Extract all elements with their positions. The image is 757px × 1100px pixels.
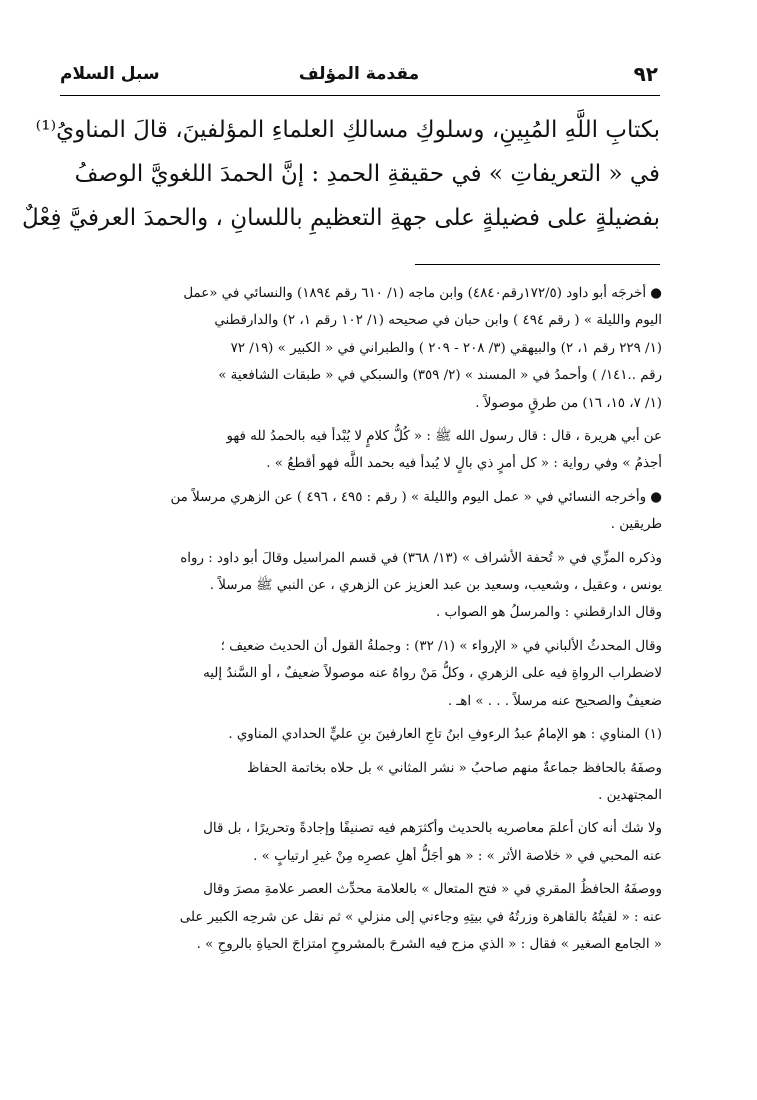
footnotes <box>60 280 662 964</box>
footnote-paragraph <box>60 280 662 417</box>
footnote-paragraph <box>60 423 662 478</box>
footnote-divider <box>415 264 660 265</box>
footnote-paragraph <box>60 484 662 539</box>
footnote-line: عنه المحبي في « خلاصة الأثر » : « هو أجَلُّ أهلِ عصرِه مِنْ غيرِ ارتيابٍ » . <box>253 848 662 864</box>
footnote-line: ● أخرجَه أبو داود (١٧٢/٥رقم٤٨٤٠) وابن ماجه (١/ ٦١٠ رقم ١٨٩٤) والنسائي في «عمل <box>183 286 662 301</box>
footnote-paragraph <box>60 755 662 810</box>
footnote-line: المجتهدين . <box>598 787 662 803</box>
footnote-line: وقال الدارقطني : والمرسلُ هو الصواب . <box>436 605 662 621</box>
footnote-paragraph <box>60 633 662 715</box>
section-title: مقدمة المؤلف <box>298 64 420 84</box>
main-text-line: في « التعريفاتِ » في حقيقةِ الحمدِ : إنَّ الحمدَ اللغويَّ الوصفُ <box>74 161 660 187</box>
footnote-paragraph <box>60 545 662 627</box>
footnote-paragraph <box>60 815 662 870</box>
footnote-line: طريقين . <box>610 517 662 533</box>
footnote-line: ● وأخرجه النسائي في « عمل اليوم والليلة » ( رقم : ٤٩٥ ، ٤٩٦ ) عن الزهري مرسلاً من <box>170 489 662 505</box>
footnote-line: ولا شك أنه كان أعلمَ معاصريه بالحديث وأكثرَهم فيه تصنيفًا وإجادةً وتحريرًا ، بل قال <box>203 821 662 837</box>
footnote-line: أجذمُ » وفي رواية : « كل أمرٍ ذي بالٍ لا يُبدأ فيه بحمد اللَّه فهو أقطعُ » . <box>266 456 662 472</box>
footnote-paragraph <box>60 721 662 748</box>
footnote-line: وقال المحدثُ الألباني في « الإرواء » (١/ ٣٢) : وجملةُ القول أن الحديث ضعيف ؛ <box>220 638 662 654</box>
book-title: سبل السلام <box>60 64 160 84</box>
footnote-line: (١/ ٧، ١٥، ١٦) من طرقٍ موصولاً . <box>475 395 662 411</box>
main-text <box>22 108 660 240</box>
footnote-line: عن أبي هريرة ، قال : قال رسول الله ﷺ : « كُلُّ كلامٍ لا يُبْدأ فيه بالحمدُ لله فهو <box>226 429 662 445</box>
footnote-line: (١) المناوي : هو الإمامُ عبدُ الرءوفِ ابنُ تاجِ العارفينَ بنِ عليٍّ الحدادي المناوي . <box>228 727 662 743</box>
main-text-line: بفضيلةٍ على فضيلةٍ على جهةِ التعظيمِ باللسانِ ، والحمدَ العرفيَّ فِعْلٌ <box>22 205 660 231</box>
footnote-line: عنه : « لقيتُهُ بالقاهرة وزرتُهُ في بيتِهِ وجاءني إلى منزلي » ثم نقل عن شرحِه الكبير على <box>179 909 662 925</box>
footnote-line: لاضطراب الرواةِ فيه على الزهري ، وكلُّ مَنْ رواهُ عنه موصولاً ضعيفٌ ، أو السَّندُ إليه <box>203 666 662 682</box>
header-divider <box>60 95 660 96</box>
footnote-line: (١/ ٢٢٩ رقم ١، ٢) والبيهقي (٣/ ٢٠٨ - ٢٠٩ ) والطبراني في « الكبير » (١٩/ ٧٢ <box>230 340 662 356</box>
footnote-line: « الجامع الصغير » فقال : « الذي مزج فيه الشرحَ بالمشروحِ امتزاجَ الحياةِ بالروحِ » . <box>196 936 662 952</box>
footnote-paragraph <box>60 876 662 958</box>
page-header <box>60 60 658 94</box>
footnote-line: وصفَهُ بالحافظ جماعةٌ منهم صاحبُ « نشر المثاني » بل حلاه بخاتمة الحفاظ <box>247 760 662 776</box>
footnote-line: ووصفَهُ الحافظُ المقري في « فتح المتعال » بالعلامة محدِّث العصر علامةِ مصرَ وقال <box>203 882 662 898</box>
footnote-line: يونس ، وعقيل ، وشعيب، وسعيد بن عبد العزيز عن الزهري ، عن النبي ﷺ مرسلاً . <box>209 578 662 594</box>
footnote-line: وذكره المزِّي في « تُحفة الأشراف » (١٣/ ٣٦٨) في قسم المراسيل وقالَ أبو داود : رواه <box>180 550 662 566</box>
main-text-line: بكتابِ اللَّهِ المُبِينِ، وسلوكِ مسالكِ العلماءِ المؤلفينَ، قالَ المناويُ⁽¹⁾ <box>35 117 660 143</box>
footnote-line: ضعيفٌ والصحيح عنه مرسلاً . . . » اهـ . <box>447 693 662 709</box>
footnote-line: رقم ..١٤١/ ) وأحمدُ في « المسند » (٢/ ٣٥٩) والسبكي في « طبقات الشافعية » <box>218 368 662 384</box>
page-number: ٩٢ <box>633 62 658 86</box>
footnote-line: اليوم والليلة » ( رقم ٤٩٤ ) وابن حبان في صحيحه (١/ ١٠٢ رقم ١، ٢) والدارقطني <box>214 313 662 329</box>
